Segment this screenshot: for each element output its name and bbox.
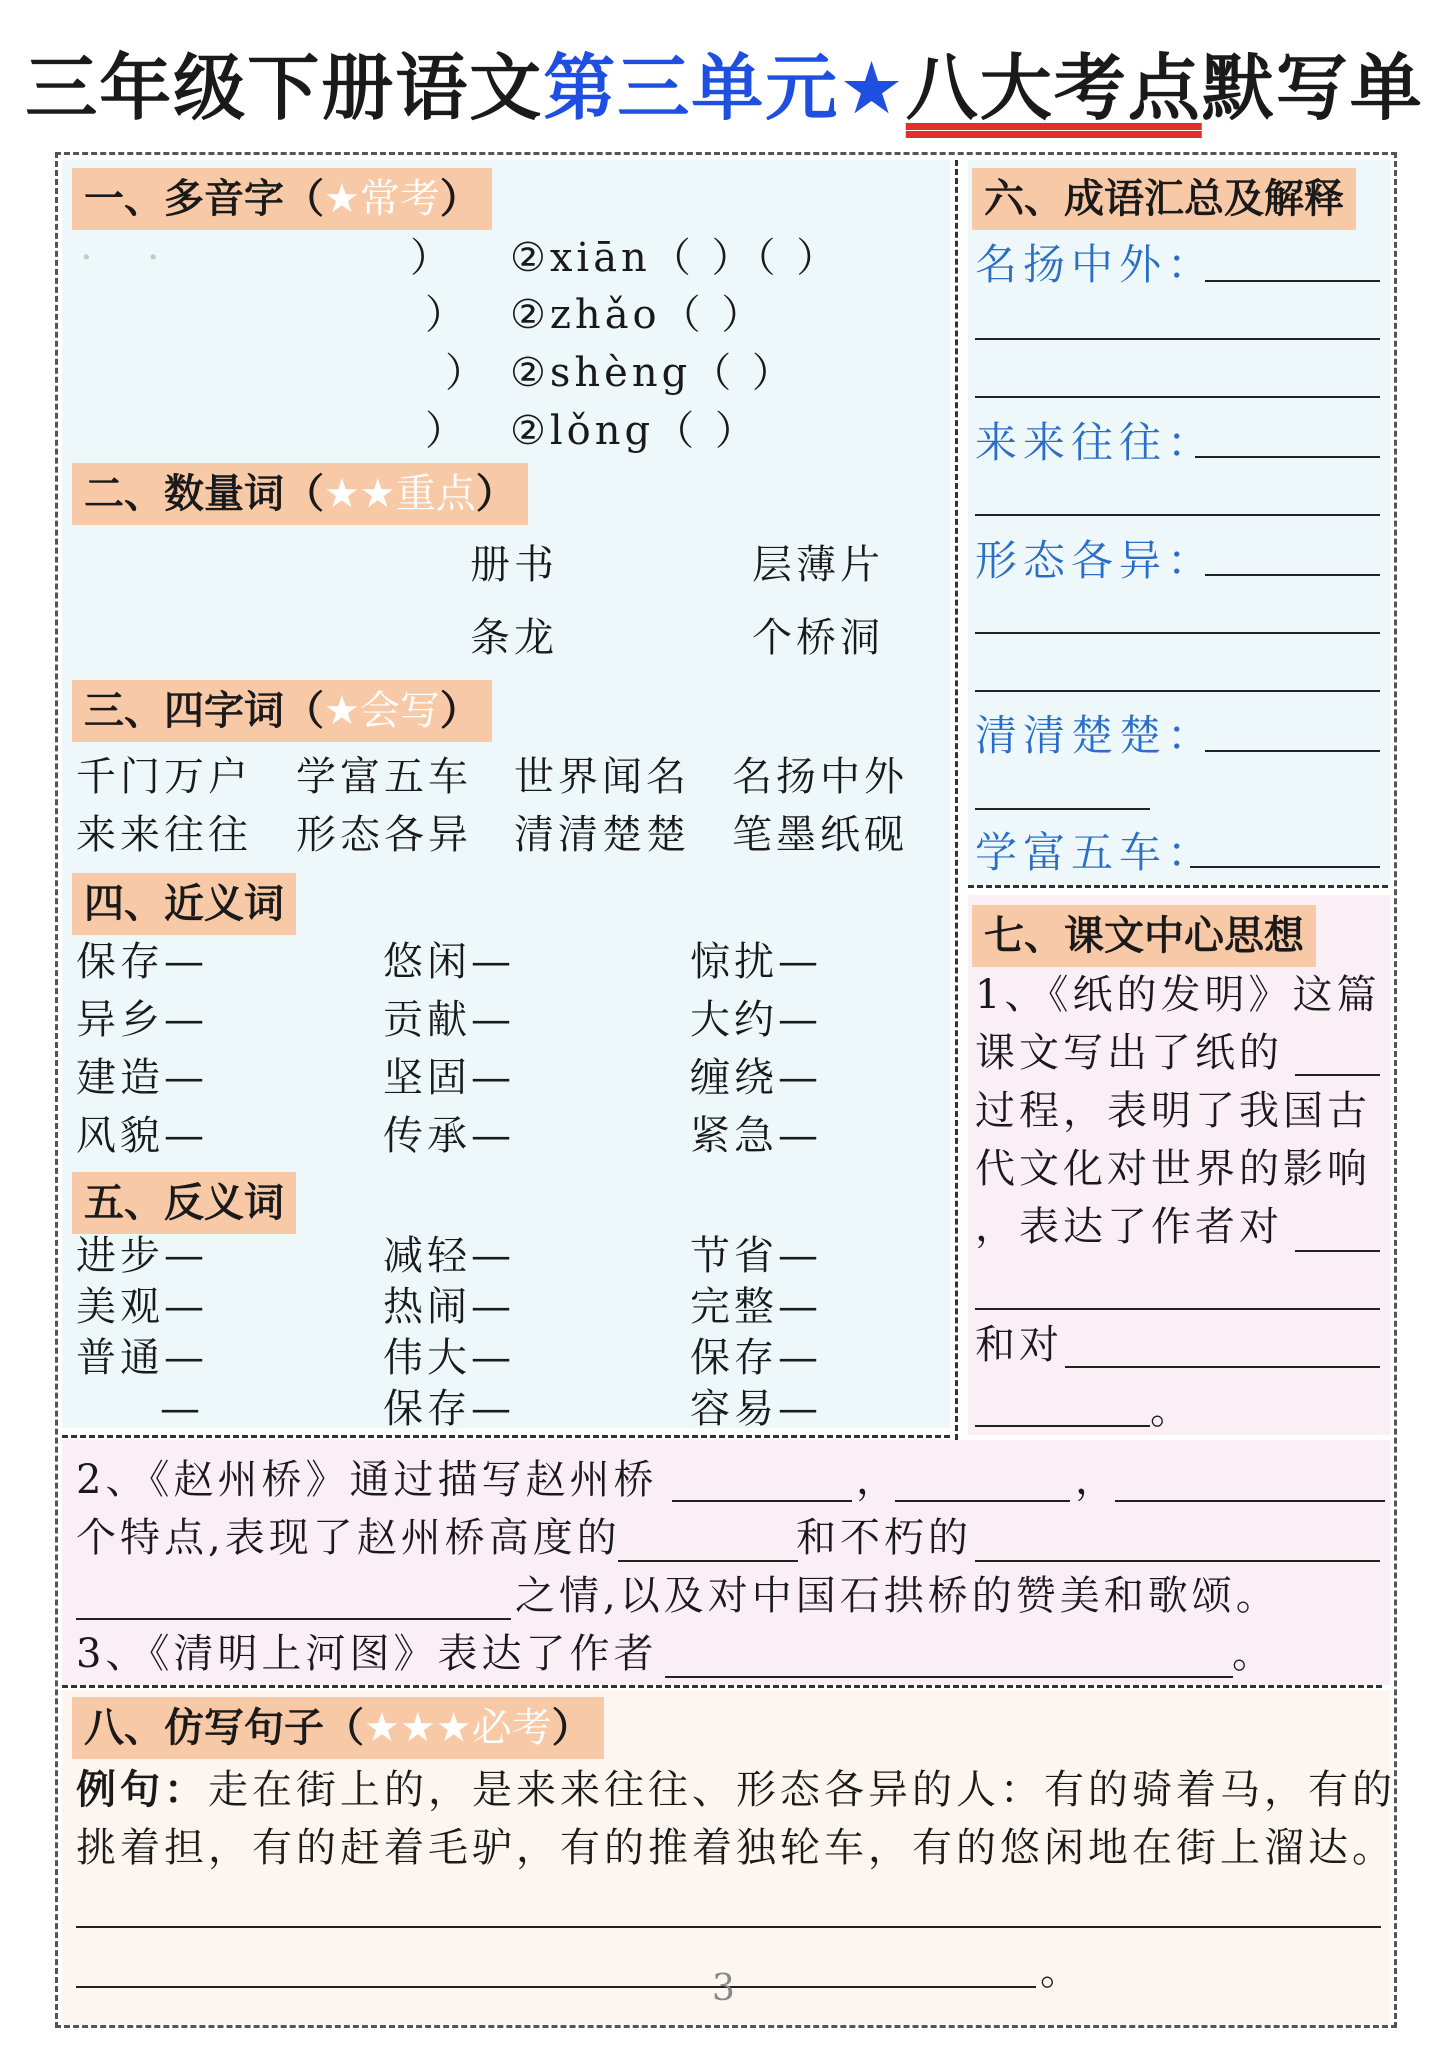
idiom-4: 清清楚楚： bbox=[975, 711, 1216, 760]
right-divider bbox=[968, 885, 1388, 888]
idiom-3-blank-2[interactable] bbox=[975, 632, 1380, 634]
s3-word-2: 学富五车 bbox=[296, 754, 472, 800]
section7-heading: 七、课文中心思想 bbox=[972, 905, 1316, 967]
s1-row3-right: ②shèng（ ） bbox=[510, 350, 796, 396]
title-part4: 默写单 bbox=[1201, 46, 1424, 130]
s7-p2-line3: 之情,以及对中国石拱桥的赞美和歌颂。 bbox=[515, 1573, 1280, 1619]
column-divider bbox=[955, 160, 958, 1440]
s8-example-line1 bbox=[76, 1765, 1396, 1815]
s2-item-3: 条龙 bbox=[470, 615, 558, 661]
s7-p2-blank-6[interactable] bbox=[76, 1618, 511, 1620]
s3-word-5: 来来往往 bbox=[76, 812, 252, 858]
s3-word-3: 世界闻名 bbox=[514, 754, 690, 800]
s7-p1-blank-5[interactable] bbox=[975, 1425, 1150, 1427]
section2-heading: 二、数量词（★★重点） bbox=[72, 463, 528, 525]
idiom-4-blank-2[interactable] bbox=[975, 808, 1150, 810]
page-title bbox=[0, 30, 1449, 134]
s3-word-4: 名扬中外 bbox=[732, 754, 908, 800]
s7-p2-line1: 2、《赵州桥》通过描写赵州桥 bbox=[76, 1457, 658, 1503]
idiom-3: 形态各异： bbox=[975, 536, 1216, 585]
s5-r4c1: — bbox=[160, 1386, 204, 1432]
s7-p1-line2: 课文写出了纸的 bbox=[975, 1030, 1283, 1076]
s1-row4-left: ） bbox=[425, 408, 469, 454]
title-part3: 八大考点 bbox=[905, 46, 1202, 130]
s1-row1-right: ②xiān（ ）（ ） bbox=[510, 235, 841, 281]
s7-p1-end: 。 bbox=[1150, 1387, 1194, 1433]
s2-item-4: 个桥洞 bbox=[752, 615, 884, 661]
idiom-4-blank[interactable] bbox=[1205, 750, 1380, 752]
s4-r2c3: 大约— bbox=[690, 997, 822, 1043]
s8-example-label: 例句： bbox=[76, 1766, 208, 1813]
s7-p2-comma1: ， bbox=[856, 1457, 900, 1503]
idiom-2: 来来往往： bbox=[975, 418, 1216, 467]
s4-r3c1: 建造— bbox=[76, 1055, 208, 1101]
idiom-2-blank-2[interactable] bbox=[975, 514, 1380, 516]
s7-p1-blank-2[interactable] bbox=[1295, 1250, 1380, 1252]
s4-r4c1: 风貌— bbox=[76, 1113, 208, 1159]
s7-p1-blank-4[interactable] bbox=[1065, 1366, 1380, 1368]
idiom-1-blank[interactable] bbox=[1205, 280, 1380, 282]
section4-heading: 四、近义词 bbox=[72, 873, 296, 935]
s8-example-line2: 挑着担，有的赶着毛驴，有的推着独轮车，有的悠闲地在街上溜达。 bbox=[76, 1825, 1396, 1871]
s7-p2-blank-3[interactable] bbox=[1115, 1500, 1385, 1502]
left-divider bbox=[62, 1435, 950, 1438]
page-number: 3 bbox=[712, 1968, 735, 2009]
s3-word-6: 形态各异 bbox=[296, 812, 472, 858]
section8-heading: 八、仿写句子（★★★必考） bbox=[72, 1697, 604, 1759]
s7-p2-blank-2[interactable] bbox=[895, 1500, 1070, 1502]
idiom-5: 学富五车： bbox=[975, 828, 1216, 877]
s1-row3-left: ） bbox=[445, 350, 489, 396]
s7-p2-blank-1[interactable] bbox=[672, 1500, 852, 1502]
s1-row2-left: ） bbox=[425, 292, 469, 338]
s7-p3-end: 。 bbox=[1232, 1631, 1276, 1677]
s5-r3c3: 保存— bbox=[690, 1335, 822, 1381]
s5-r2c1: 美观— bbox=[76, 1284, 208, 1330]
s5-r3c1: 普通— bbox=[76, 1335, 208, 1381]
s1-faded-1: · · bbox=[80, 235, 164, 281]
idiom-5-blank[interactable] bbox=[1190, 866, 1380, 868]
idiom-3-blank[interactable] bbox=[1205, 574, 1380, 576]
s5-r2c2: 热闹— bbox=[383, 1284, 515, 1330]
section6-heading: 六、成语汇总及解释 bbox=[972, 168, 1356, 230]
s4-r3c3: 缠绕— bbox=[690, 1055, 822, 1101]
s4-r1c1: 保存— bbox=[76, 939, 208, 985]
s7-p1-line5: ，表达了作者对 bbox=[975, 1204, 1283, 1250]
s7-p3-blank[interactable] bbox=[665, 1676, 1233, 1678]
s4-r1c2: 悠闲— bbox=[383, 939, 515, 985]
s5-r4c3: 容易— bbox=[690, 1386, 822, 1432]
idiom-1: 名扬中外： bbox=[975, 240, 1216, 289]
s5-r1c1: 进步— bbox=[76, 1233, 208, 1279]
s7-p2-line2b: 和不朽的 bbox=[796, 1515, 972, 1561]
s2-item-1: 册书 bbox=[470, 542, 558, 588]
s5-r1c2: 减轻— bbox=[383, 1233, 515, 1279]
s3-word-7: 清清楚楚 bbox=[514, 812, 690, 858]
title-part2: 第三单元★ bbox=[543, 46, 906, 130]
s7-p1-line1: 1、《纸的发明》这篇 bbox=[975, 972, 1381, 1018]
s7-p3-line1: 3、《清明上河图》表达了作者 bbox=[76, 1631, 658, 1677]
s3-word-8: 笔墨纸砚 bbox=[732, 812, 908, 858]
s4-r4c2: 传承— bbox=[383, 1113, 515, 1159]
s3-word-1: 千门万户 bbox=[76, 754, 252, 800]
idiom-1-blank-2[interactable] bbox=[975, 338, 1380, 340]
section1-heading: 一、多音字（★常考） bbox=[72, 168, 492, 230]
s5-r2c3: 完整— bbox=[690, 1284, 822, 1330]
s8-example-text1: 走在街上的，是来来往往、形态各异的人：有的骑着马，有的 bbox=[208, 1767, 1396, 1813]
s8-answer-line-1[interactable] bbox=[76, 1926, 1381, 1928]
s4-r4c3: 紧急— bbox=[690, 1113, 822, 1159]
s4-r2c1: 异乡— bbox=[76, 997, 208, 1043]
s5-r1c3: 节省— bbox=[690, 1233, 822, 1279]
s7-p2-comma2: ， bbox=[1075, 1457, 1119, 1503]
s4-r2c2: 贡献— bbox=[383, 997, 515, 1043]
s8-answer-line-2[interactable] bbox=[76, 1986, 1036, 1988]
s5-r4c2: 保存— bbox=[383, 1386, 515, 1432]
s2-item-2: 层薄片 bbox=[752, 542, 884, 588]
idiom-3-blank-3[interactable] bbox=[975, 690, 1380, 692]
s1-row1-left: ） bbox=[410, 235, 454, 281]
s7-p1-line6: 和对 bbox=[975, 1322, 1063, 1368]
s7-p1-line4: 代文化对世界的影响 bbox=[975, 1146, 1371, 1192]
section3-heading: 三、四字词（★会写） bbox=[72, 680, 492, 742]
idiom-2-blank[interactable] bbox=[1195, 456, 1380, 458]
s7-p1-line3: 过程，表明了我国古 bbox=[975, 1088, 1371, 1134]
s1-row4-right: ②lǒng（ ） bbox=[510, 408, 759, 454]
section5-heading: 五、反义词 bbox=[72, 1172, 296, 1234]
s7-p2-blank-5[interactable] bbox=[975, 1560, 1380, 1562]
s7-p1-blank-3[interactable] bbox=[975, 1308, 1380, 1310]
s5-r3c2: 伟大— bbox=[383, 1335, 515, 1381]
s7-p2-blank-4[interactable] bbox=[618, 1560, 798, 1562]
middle-divider bbox=[62, 1685, 1382, 1688]
s4-r1c3: 惊扰— bbox=[690, 939, 822, 985]
s7-p1-blank-1[interactable] bbox=[1295, 1074, 1380, 1076]
s7-p2-line2: 个特点,表现了赵州桥高度的 bbox=[76, 1515, 621, 1561]
s8-answer-end: 。 bbox=[1040, 1948, 1084, 1994]
s4-r3c2: 坚固— bbox=[383, 1055, 515, 1101]
s1-row2-right: ②zhǎo（ ） bbox=[510, 292, 766, 338]
idiom-1-blank-3[interactable] bbox=[975, 396, 1380, 398]
title-part1: 三年级下册语文 bbox=[25, 46, 544, 130]
